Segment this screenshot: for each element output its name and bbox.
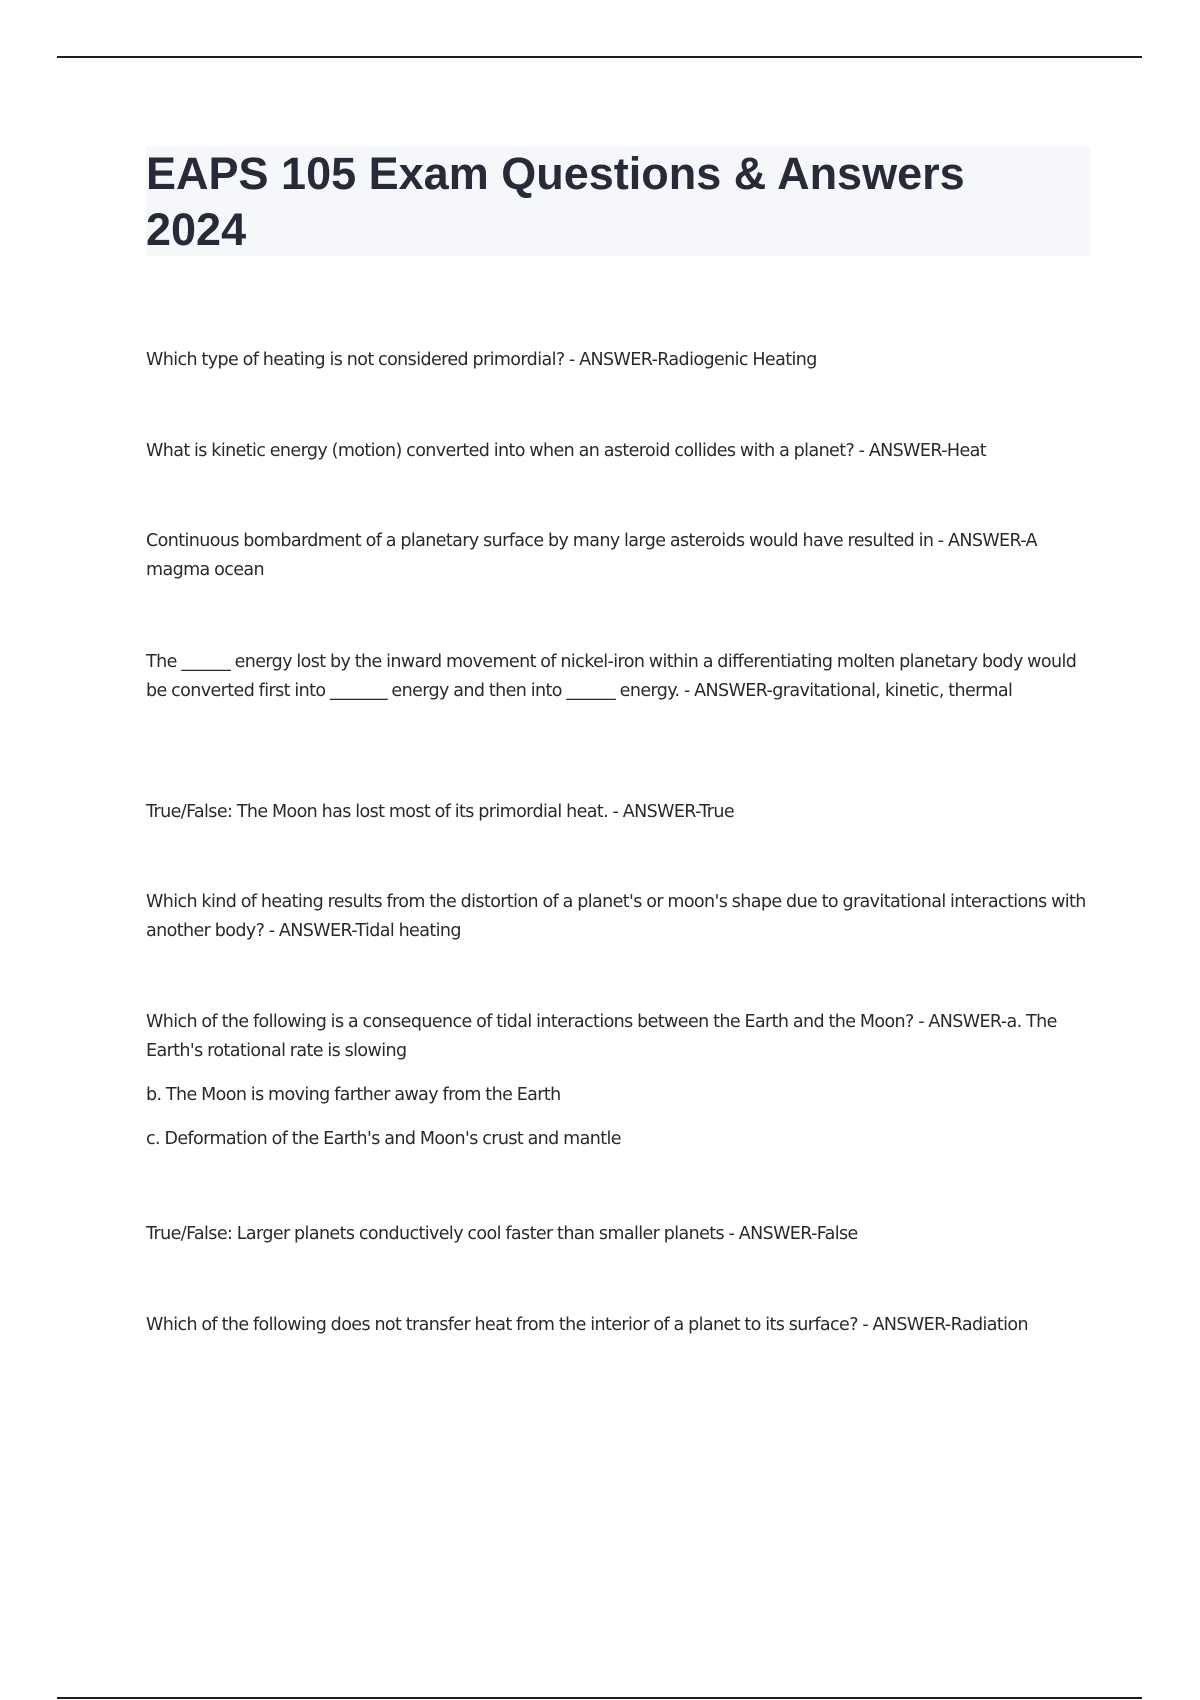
- qa-option-b: b. The Moon is moving farther away from the Earth: [146, 1085, 561, 1105]
- qa-item-3: [146, 527, 1096, 585]
- qa-text: Continuous bombardment of a planetary surface by many large asteroids would have resulted in - ANSWER-A magma ocean: [146, 531, 1038, 580]
- title-line-1: EAPS 105 Exam Questions & Answers: [146, 148, 965, 199]
- qa-text: The ______ energy lost by the inward movement of nickel-iron within a differentiating molten planetary body would be converted first into _______ energy and then into ______ energy. - ANSWER-gravitational, kinetic, thermal: [146, 652, 1077, 701]
- qa-item-2: [146, 437, 1096, 466]
- qa-item-7: [146, 1008, 1096, 1154]
- qa-item-9: [146, 1311, 1096, 1340]
- qa-item-6: [146, 888, 1096, 946]
- qa-text: Which of the following does not transfer heat from the interior of a planet to its surface? - ANSWER-Radiation: [146, 1315, 1028, 1335]
- qa-text: True/False: Larger planets conductively cool faster than smaller planets - ANSWER-False: [146, 1224, 858, 1244]
- qa-text: Which of the following is a consequence of tidal interactions between the Earth and the Moon? - ANSWER-a. The Earth's rotational rate is slowing: [146, 1012, 1057, 1061]
- footer-rule: [57, 1697, 1142, 1699]
- header-rule: [57, 56, 1142, 58]
- title-line-2: 2024: [146, 204, 247, 255]
- qa-item-4: [146, 648, 1096, 706]
- qa-option-c: c. Deformation of the Earth's and Moon's crust and mantle: [146, 1129, 621, 1149]
- title-banner: [146, 146, 1090, 256]
- qa-text: Which type of heating is not considered primordial? - ANSWER-Radiogenic Heating: [146, 350, 817, 370]
- qa-text: What is kinetic energy (motion) converted into when an asteroid collides with a planet? - ANSWER-Heat: [146, 441, 987, 461]
- qa-item-1: [146, 346, 1096, 375]
- qa-item-8: [146, 1220, 1096, 1249]
- qa-text: True/False: The Moon has lost most of its primordial heat. - ANSWER-True: [146, 802, 734, 822]
- page-title: [146, 146, 965, 258]
- qa-item-5: [146, 798, 1096, 827]
- qa-text: Which kind of heating results from the distortion of a planet's or moon's shape due to gravitational interactions with another body? - ANSWER-Tidal heating: [146, 892, 1086, 941]
